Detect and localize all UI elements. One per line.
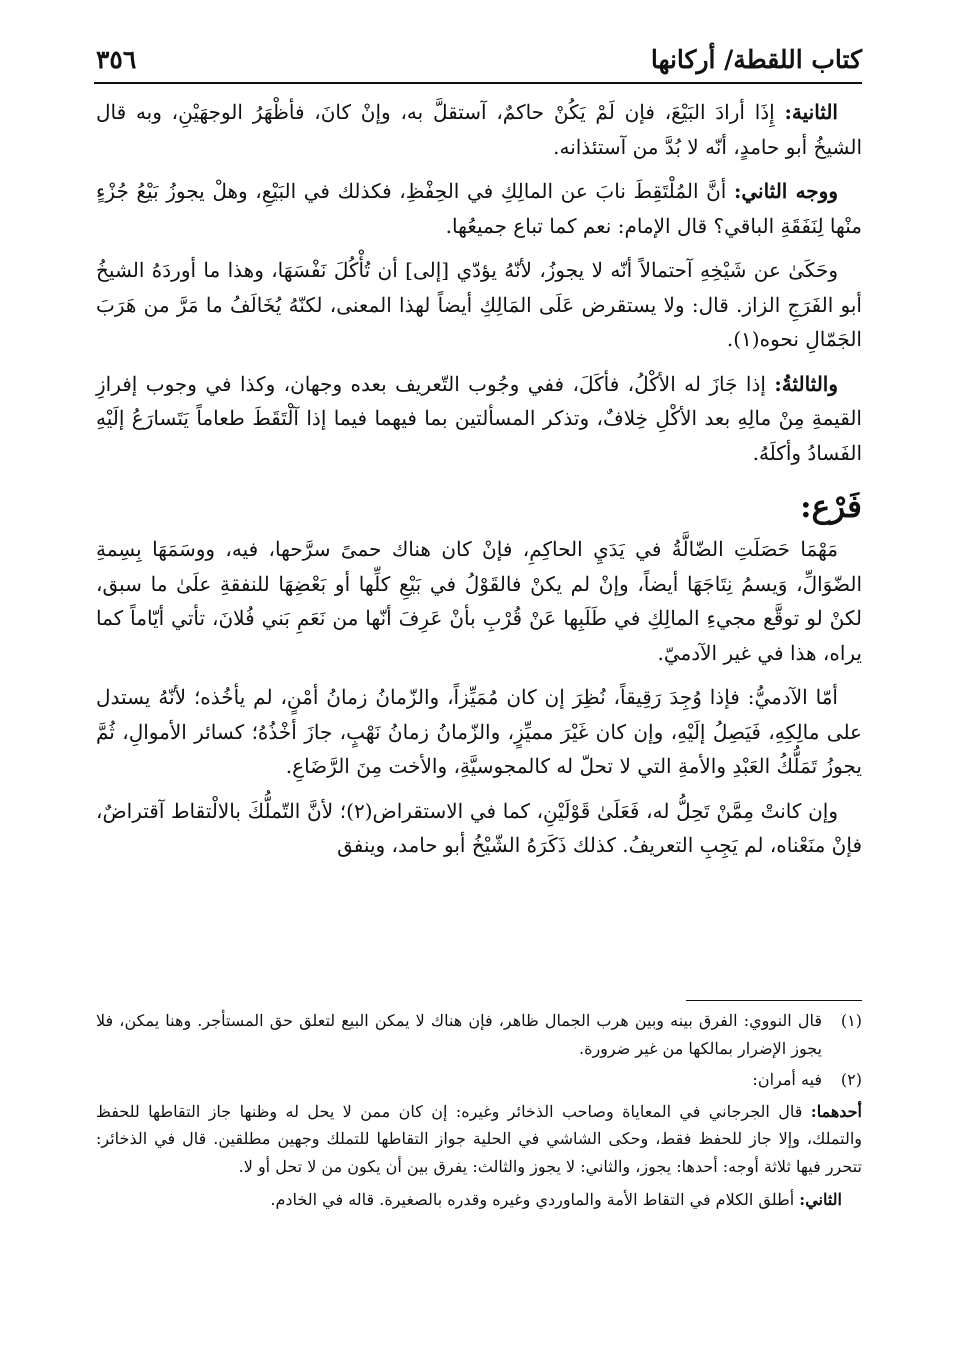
footnote-2-part-1-text: قال الجرجاني في المعاياة وصاحب الذخائر وغيره: إن كان ممن لا يحل له وظنها جاز التقاطها للحفظ والتملك، وإلا جاز للحفظ فقط، وحكى الشاشي في الحلية جواز التقاطها للتملك وجهين مطلقين. قال في الذخائر: تتحرر فيها ثلاثة أوجه: أحدها: يجوز، والثاني: لا يجوز والثالث: يفرق بين أن يكون من لا تحل أو لا. xyxy=(96,1101,862,1176)
main-text xyxy=(96,95,862,873)
page-header xyxy=(96,34,862,74)
paragraph-1-lead: الثانية: xyxy=(784,100,838,124)
paragraph-2 xyxy=(96,174,862,243)
paragraph-1-text: إِذَا أرادَ البَيْعَ، فإن لَمْ يَكُنْ حاكمٌ، آستقلَّ به، وإنْ كانَ، فأظْهَرُ الوجهَيْنِ، وبه قال الشيخُ أبو حامدٍ، أنّه لا بُدَّ من آستئذانه. xyxy=(96,100,862,159)
footnote-rule xyxy=(686,1000,862,1001)
paragraph-4-lead: والثالثةُ: xyxy=(774,371,838,396)
footnote-1 xyxy=(96,1007,862,1062)
footnote-2-part-2-text: أطلق الكلام في التقاط الأمة والماوردي وغيره وقدره بالصغيرة. قاله في الخادم. xyxy=(270,1190,800,1209)
paragraph-4 xyxy=(96,367,862,471)
footnote-2 xyxy=(96,1066,862,1094)
footnote-2-part-2 xyxy=(96,1186,862,1214)
page-number: ٣٥٦ xyxy=(96,45,137,74)
paragraph-5: مَهْمَا حَصَلَتِ الضّالَّةُ في يَدَيِ الحاكِمِ، فإنْ كان هناك حمىً سرَّحها، فيه، ووسَمَهَا بِسِمةِ الضّوَالِّ، وَيسمُ نِتَاجَهَا أيضاً، وإنْ لم يكنْ فالقَوْلُ في بَيْعِ كلِّها أو بَعْضِهَا للنفقةِ علَىٰ ما سبق، لكنْ لو توقَّع مجيءِ المالِكِ في طَلَبِها عَنْ قُرْبِ بأنْ عَرِفَ أنّها من نَعَمِ بَني فُلانَ، تأتي أيّاماً كما يراه، هذا في غير الآدميّ. xyxy=(96,537,862,665)
paragraph-6: أمّا الآدميُّ: فإذا وُجِدَ رَقِيقاً، نُظِرَ إن كان مُمَيِّزاً، والزّمانُ زمانُ أمْنٍ، لم يأخُذه؛ لأنّهُ يستدل على مالِكِهِ، فَيَصِلُ إلَيْهِ، وإن كان غَيْرَ مميِّزٍ، والزّمانُ زمانُ نَهْبٍ، جازَ أخْذُهُ؛ كسائر الأموالِ، ثُمَّ يجوزُ تَمَلُّكُ العَبْدِ والأمةِ التي لا تحلّ له كالمجوسيَّةِ، والأخت مِنَ الرَّضَاعِ. xyxy=(96,685,862,778)
footnote-2-number: (٢) xyxy=(840,1070,862,1089)
paragraph-2-lead: ووجه الثاني: xyxy=(733,179,838,203)
footnote-1-number: (١) xyxy=(840,1011,862,1030)
footnote-2-part-1-lead: أحدهما: xyxy=(810,1101,862,1121)
paragraph-7: وإن كانتْ مِمَّنْ تَحِلُّ له، فَعَلَىٰ قَوْلَيْنِ، كما في الاستقراض(٢)؛ لأنَّ التّملُّكَ بالالْتقاط آقتراضٌ، فإنْ منَعْناه، لم يَجِبِ التعريفُ. كذلك ذَكَرَهُ الشّيْخُ أبو حامد، وينفق xyxy=(96,798,862,857)
footnote-1-text: قال النووي: الفرق بينه وبين هرب الجمال ظاهر، فإن هناك لا يمكن البيع لتعلق حق المستأجر. وهنا يمكن، فلا يجوز الإضرار بمالكها من غير ضرورة. xyxy=(96,1011,822,1058)
paragraph-4-text: إذا جَازَ له الأكْلُ، فأكَلَ، ففي وجُوب التّعريف بعده وجهان، وكذا في وجوب إفرازِ القيمةِ مِنْ مالِهِ بعد الأكْلِ خِلافٌ، وتذكر المسألتين بما فيهما فيما إذا آلْتَقَطَ طعاماً يَتَسارَعُ إلَيْهِ الفَسادُ وأكلَهُ. xyxy=(96,371,862,465)
footnote-2-part-2-lead: الثاني: xyxy=(799,1190,842,1209)
section-heading: فَرْع: xyxy=(800,489,862,525)
footnotes xyxy=(96,1007,862,1220)
paragraph-3: وحَكَىٰ عن شَيْخِهِ آحتمالاً أنّه لا يجوزُ، لأنّهُ يؤدّي [إلى] أن تُأْكُلَ نَفْسَهَا، وهذا ما أوردَهُ الشيخُ أبو الفَرَجِ الزاز. قال: ولا يستقرض عَلَى المَالِكِ أيضاً لهذا المعنى، لكنّهُ يُخَالَفُ ما مَرَّ من هَرَبَ الجَمّالِ نحوه(١). xyxy=(96,258,862,351)
running-title: كتاب اللقطة/ أركانها xyxy=(650,45,862,74)
paragraph-1 xyxy=(96,95,862,164)
footnote-2-text: فيه أمران: xyxy=(752,1070,822,1089)
header-rule xyxy=(94,82,862,84)
paragraph-2-text: أنَّ المُلْتَقِطَ نابَ عن المالِكِ في الحِفْظِ، فكذلك في البَيْعِ، وهلْ يجوزُ بَيْعُ جُزْءٍ منْها لِنَفَقَةِ الباقي؟ قال الإمام: نعم كما تباع جميعُها. xyxy=(96,179,862,238)
footnote-2-part-1 xyxy=(96,1098,862,1181)
